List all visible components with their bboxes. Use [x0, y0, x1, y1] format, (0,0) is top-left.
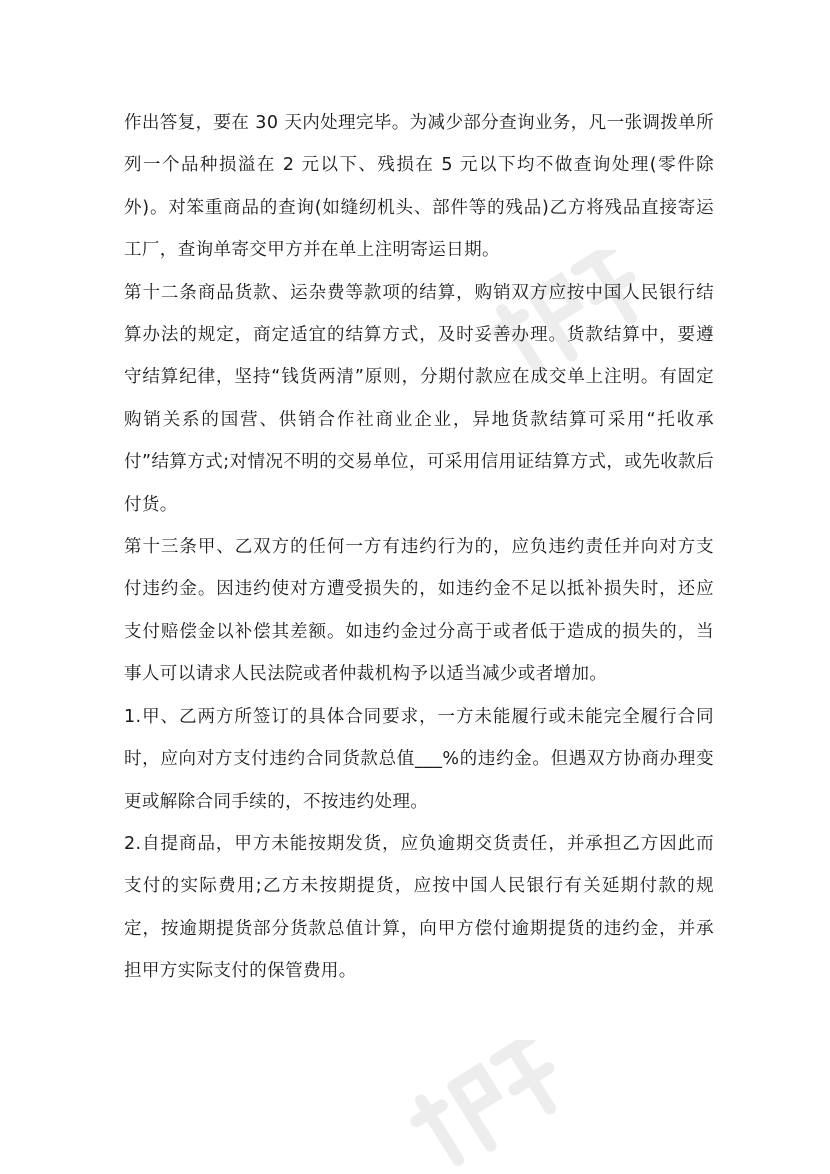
paragraph-inquiry-reply: 作出答复，要在 30 天内处理完毕。为减少部分查询业务，凡一张调拨单所列一个品种损溢在 2 元以下、残损在 5 元以下均不做查询处理(零件除外)。对笨重商品的查询(如缝纫机头、部件等的残品)乙方将残品直接寄运工厂，查询单寄交甲方并在单上注明寄运日期。 [124, 113, 714, 261]
paragraph-article-13-liability: 第十三条甲、乙双方的任何一方有违约行为的，应负违约责任并向对方支付违约金。因违约使对方遭受损失的，如违约金不足以抵补损失时，还应支付赔偿金以补偿其差额。如违约金过分高于或者低于造成的损失的，当事人可以请求人民法院或者仲裁机构予以适当减少或者增加。 [124, 537, 714, 685]
paragraph-clause-2-self-pickup: 2.自提商品，甲方未能按期发货，应负逾期交货责任，并承担乙方因此而支付的实际费用;乙方未按期提货，应按中国人民银行有关延期付款的规定，按逾期提货部分货款总值计算，向甲方偿付逾期提货的违约金，并承担甲方实际支付的保管费用。 [124, 833, 714, 982]
watermark-mark-bottom [390, 1040, 590, 1174]
paragraph-clause-1-penalty: 1.甲、乙两方所签订的具体合同要求，一方未能履行或未能完全履行合同时，应向对方支付违约合同货款总值___%的违约金。但遇双方协商办理变更或解除合同手续的，不按违约处理。 [124, 706, 714, 812]
paragraph-article-12-settlement: 第十二条商品货款、运杂费等款项的结算，购销双方应按中国人民银行结算办法的规定，商定适宜的结算方式，及时妥善办理。货款结算中，要遵守结算纪律，坚持“钱货两清”原则，分期付款应在成交单上注明。有固定购销关系的国营、供销合作社商业企业，异地货款结算可采用“托收承付”结算方式;对情况不明的交易单位，可采用信用证结算方式，或先收款后付货。 [124, 282, 714, 515]
document-body [124, 102, 714, 993]
